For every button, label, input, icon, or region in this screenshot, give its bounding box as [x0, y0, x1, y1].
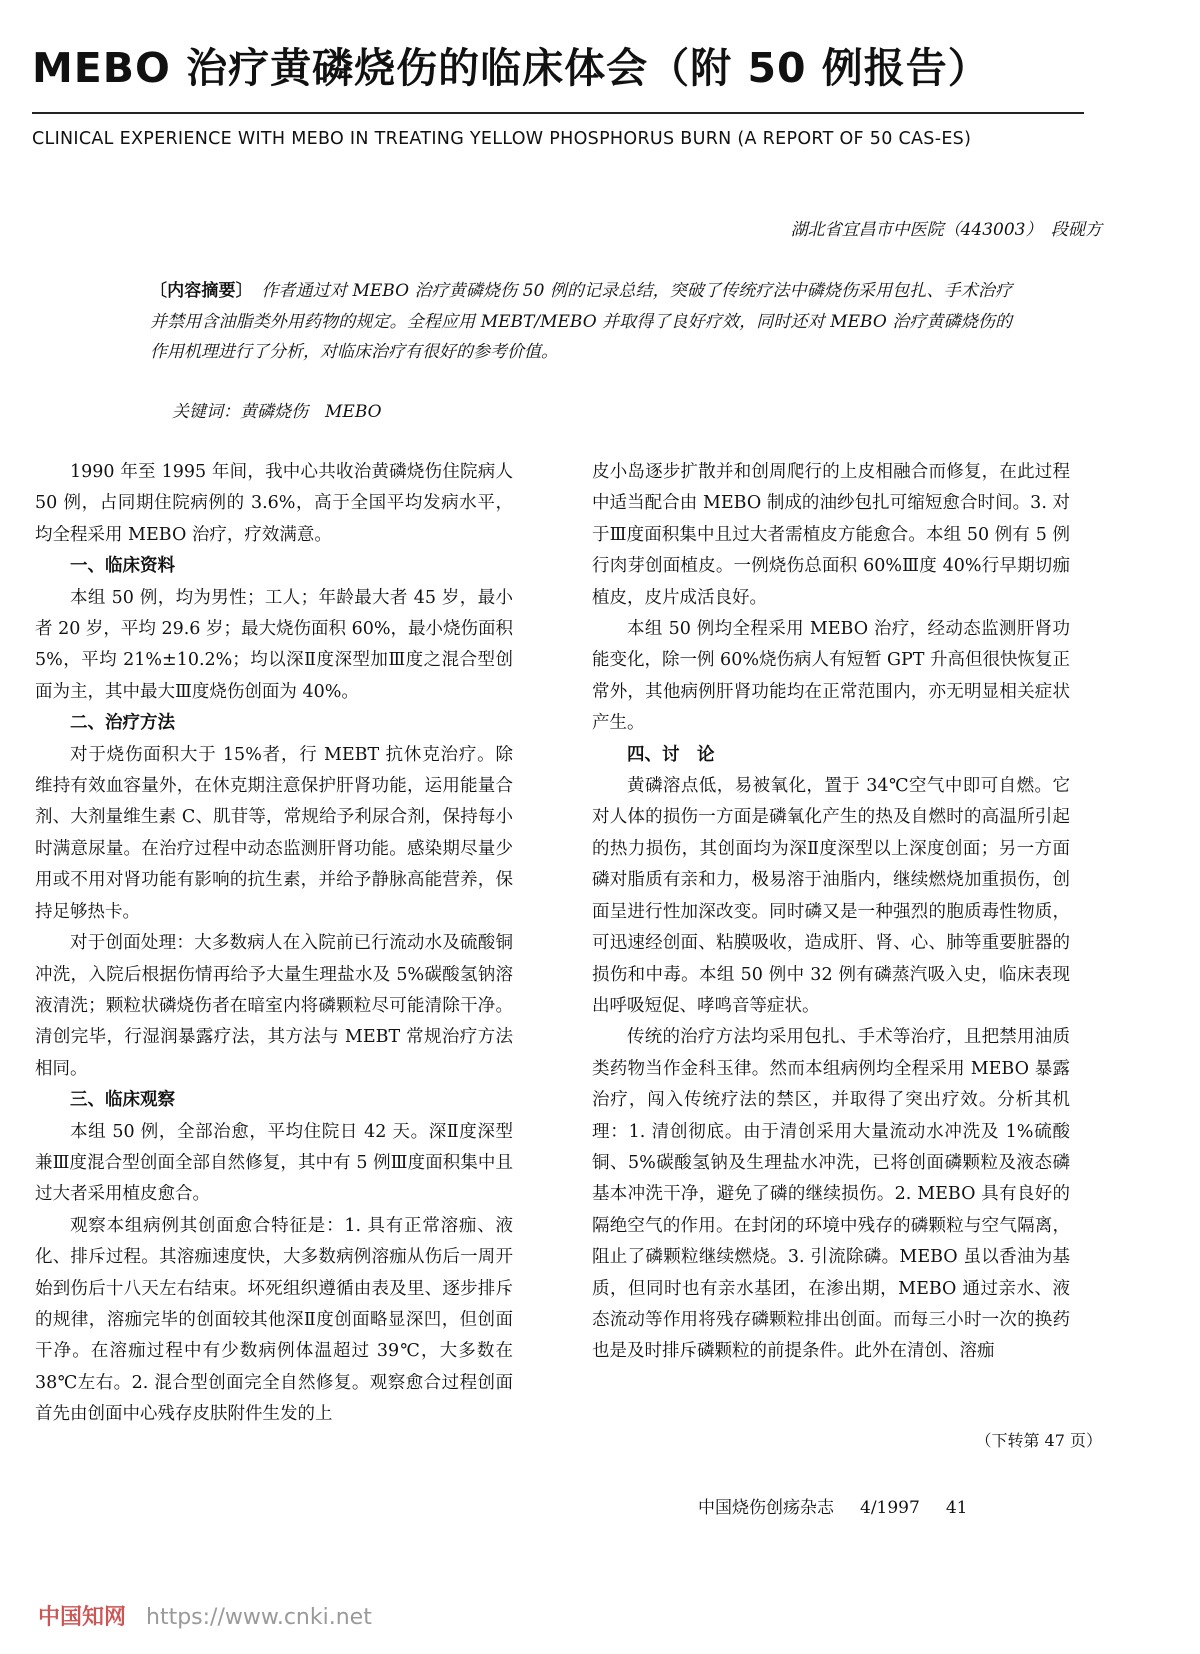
paragraph: 对于烧伤面积大于 15%者，行 MEBT 抗休克治疗。除维持有效血容量外，在休克期注意保护肝肾功能，运用能量合剂、大剂量维生素 C、肌苷等，常规给予利尿合剂，保持每小时满意尿量。在治疗过程中动态监测肝肾功能。感染期尽量少用或不用对肾功能有影响的抗生素，并给予静脉高能营养，保持足够热卡。 [35, 744, 513, 922]
paragraph: 观察本组病例其创面愈合特征是：1. 具有正常溶痂、液化、排斥过程。其溶痂速度快，大多数病例溶痂从伤后一周开始到伤后十八天左右结束。坏死组织遵循由表及里、逐步排斥的规律，溶痂完毕的创面较其他深Ⅱ度创面略显深凹，但创面干净。在溶痂过程中有少数病例体温超过 39℃，大多数在 38℃左右。2. 混合型创面完全自然修复。观察愈合过程创面首先由创面中心残存皮肤附件生发的上 [35, 1215, 513, 1425]
cnki-logo: 中国知网 [38, 1605, 127, 1630]
paragraph: 本组 50 例均全程采用 MEBO 治疗，经动态监测肝肾功能变化，除一例 60%烧伤病人有短暂 GPT 升高但很快恢复正常外，其他病例肝肾功能均在正常范围内，亦无明显相关症状产生。 [592, 619, 1071, 734]
cnki-watermark [38, 1600, 372, 1631]
right-column [592, 457, 1070, 1368]
paragraph: 本组 50 例，均为男性；工人；年龄最大者 45 岁，最小者 20 岁，平均 29.6 岁；最大烧伤面积 60%，最小烧伤面积 5%，平均 21%±10.2%；均以深Ⅱ度深型加Ⅲ度之混合型创面为主，其中最大Ⅲ度烧伤创面为 40%。 [35, 587, 513, 702]
paragraph: 传统的治疗方法均采用包扎、手术等治疗，且把禁用油质类药物当作金科玉律。然而本组病例均全程采用 MEBO 暴露治疗，闯入传统疗法的禁区，并取得了突出疗效。分析其机理：1. 清创彻底。由于清创采用大量流动水冲洗及 1%硫酸铜、5%碳酸氢钠及生理盐水冲洗，已将创面磷颗粒及液态磷基本冲洗干净，避免了磷的继续损伤。2. MEBO 具有良好的隔绝空气的作用。在封闭的环境中残存的磷颗粒与空气隔离，阻止了磷颗粒继续燃烧。3. 引流除磷。MEBO 虽以香油为基质，但同时也有亲水基团，在渗出期，MEBO 通过亲水、液态流动等作用将残存磷颗粒排出创面。而每三小时一次的换药也是及时排斥磷颗粒的前提条件。此外在清创、溶痂 [592, 1027, 1070, 1362]
abstract [150, 276, 1012, 368]
journal-name: 中国烧伤创疡杂志 [698, 1498, 834, 1518]
section-heading-treatment: 二、治疗方法 [70, 713, 175, 734]
section-heading-clinical-data: 一、临床资料 [70, 556, 175, 577]
page-footer [698, 1493, 993, 1518]
intro-paragraph: 1990 年至 1995 年间，我中心共收治黄磷烧伤住院病人 50 例，占同期住院病例的 3.6%，高于全国平均发病水平，均全程采用 MEBO 治疗，疗效满意。 [35, 462, 513, 545]
page-number: 41 [945, 1498, 968, 1518]
page-title: MEBO 治疗黄磷烧伤的临床体会（附 50 例报告） [32, 44, 990, 92]
left-column [35, 457, 513, 1431]
paragraph: 本组 50 例，全部治愈，平均住院日 42 天。深Ⅱ度深型兼Ⅲ度混合型创面全部自然修复，其中有 5 例Ⅲ度面积集中且过大者采用植皮愈合。 [35, 1121, 513, 1205]
issue-number: 4/1997 [860, 1498, 920, 1518]
continued-note: （下转第 47 页） [975, 1431, 1102, 1450]
section-heading-discussion: 四、讨 论 [627, 744, 715, 765]
english-title: CLINICAL EXPERIENCE WITH MEBO IN TREATING YELLOW PHOSPHORUS BURN (A REPORT OF 50 CAS-ES) [32, 129, 972, 149]
paragraph: 黄磷溶点低，易被氧化，置于 34℃空气中即可自燃。它对人体的损伤一方面是磷氧化产生的热及自燃时的高温所引起的热力损伤，其创面均为深Ⅱ度深型以上深度创面；另一方面磷对脂质有亲和力，极易溶于油脂内，继续燃烧加重损伤，创面呈进行性加深改变。同时磷又是一种强烈的胞质毒性物质，可迅速经创面、粘膜吸收，造成肝、肾、心、肺等重要脏器的损伤和中毒。本组 50 例中 32 例有磷蒸汽吸入史，临床表现出呼吸短促、哮鸣音等症状。 [592, 776, 1070, 1016]
keywords: 关键词：黄磷烧伤 MEBO [172, 402, 382, 422]
section-heading-observation: 三、临床观察 [70, 1090, 175, 1111]
abstract-label: 〔内容摘要〕 [150, 281, 245, 301]
cnki-url: https://www.cnki.net [146, 1605, 372, 1630]
title-rule [32, 112, 1084, 114]
author-affiliation: 湖北省宜昌市中医院（443003） 段砚方 [790, 220, 1102, 240]
paragraph: 皮小岛逐步扩散并和创周爬行的上皮相融合而修复，在此过程中适当配合由 MEBO 制成的油纱包扎可缩短愈合时间。3. 对于Ⅲ度面积集中且过大者需植皮方能愈合。本组 50 例有 5 例行肉芽创面植皮。一例烧伤总面积 60%Ⅲ度 40%行早期切痂植皮，皮片成活良好。 [592, 462, 1070, 608]
paragraph: 对于创面处理：大多数病人在入院前已行流动水及硫酸铜冲洗，入院后根据伤情再给予大量生理盐水及 5%碳酸氢钠溶液清洗；颗粒状磷烧伤者在暗室内将磷颗粒尽可能清除干净。清创完毕，行湿润暴露疗法，其方法与 MEBT 常规治疗方法相同。 [35, 933, 513, 1079]
abstract-text: 作者通过对 MEBO 治疗黄磷烧伤 50 例的记录总结，突破了传统疗法中磷烧伤采用包扎、手术治疗并禁用含油脂类外用药物的规定。全程应用 MEBT/MEBO 并取得了良好疗效，同时还对 MEBO 治疗黄磷烧伤的作用机理进行了分析，对临床治疗有很好的参考价值。 [150, 281, 1013, 362]
